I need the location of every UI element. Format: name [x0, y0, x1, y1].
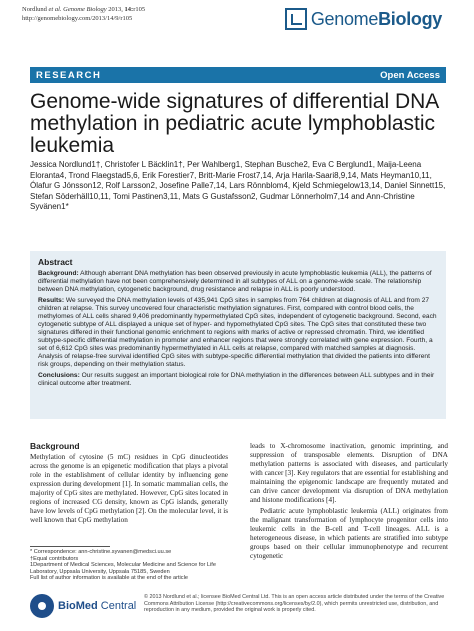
abstract-conclusions-label: Conclusions:: [38, 372, 80, 379]
publisher-logo: [30, 594, 136, 618]
footnote-divider: [30, 546, 110, 547]
citation-article: r105: [133, 6, 146, 13]
publisher-name-regular: Central: [97, 600, 137, 612]
abstract-background-text: Although aberrant DNA methylation has been observed previously in acute lymphoblastic leukemia (ALL), the patterns of differential methylation have not been comprehensively determined in all subtypes of ALL on a genome-wide scale. The relationship between DNA methylation, cytogenetic background, drug resistance and relapse in ALL is poorly understood.: [38, 270, 432, 293]
genome-biology-logo: [285, 8, 442, 30]
open-access-label: Open Access: [380, 69, 440, 81]
body-paragraph: Methylation of cytosine (5 mC) residues in CpG dinucleotides across the genome is an epigenetic modification that plays a pivotal role in the establishment of cellular identity by influencing gene expression during development [1]. In somatic mammalian cells, the majority of CpG sites are methylated. However, CpG sites located in regions of increased CG density, known as CpG islands, generally have low levels of CpG methylation [2]. On the molecular level, it is well known that CpG methylation: [30, 453, 228, 524]
abstract-results-text: We surveyed the DNA methylation levels of 435,941 CpG sites in samples from 764 children at diagnosis of ALL and from 27 children at relapse. This survey uncovered four characteristic methylation signatures. First, compared with control blood cells, the methylomes of ALL cells shared 9,406 predominantly hypermethylated CpG sites, independent of cytogenetic background. Second, each cytogenetic subtype of ALL displayed a unique set of hyper- and hypomethylated CpG sites. The CpG sites that constituted these two signatures differed in their functional genomic enrichment to regions with marks of active or repressed chromatin. Third, we identified subtype-specific differential methylation in promoter and enhancer regions that were strongly correlated with gene expression. Fourth, a set of 6,612 CpG sites was predominantly hypermethylated in ALL cells at relapse, compared with matched samples at diagnosis. Analysis of relapse-free survival identified CpG sites with subtype-specific differential methylation that divided the patients into different risk groups, depending on their methylation status.: [38, 297, 437, 368]
equal-contributors-note: †Equal contributors: [30, 555, 79, 562]
abstract-results-label: Results:: [38, 297, 65, 304]
abstract-conclusions-text: Our results suggest an important biological role for DNA methylation in the differences between ALL subtypes and in their clinical outcome after treatment.: [38, 372, 435, 387]
logo-part2: Biology: [378, 8, 442, 29]
citation-header: [22, 6, 272, 23]
background-heading: Background: [30, 441, 80, 451]
article-title: Genome-wide signatures of differential DNA methylation in pediatric acute lymphoblastic leukemia: [30, 90, 439, 157]
more-info-note: Full list of author information is available at the end of the article: [30, 575, 188, 582]
article-type-banner: [30, 67, 446, 83]
license-text: © 2013 Nordlund et al.; licensee BioMed Central Ltd. This is an open access article distributed under the terms of the Creative Commons Attribution License (http://creativecommons.org/licenses/by/2.0), which permits unrestricted use, distribution, and reproduction in any medium, provided the original work is properly cited.: [144, 594, 445, 614]
citation-journal: et al. Genome Biology: [48, 6, 107, 13]
author-list: Jessica Nordlund1†, Christofer L Bäcklin1†, Per Wahlberg1, Stephan Busche2, Eva C Berglund1, Maija-Leena Eloranta4, Trond Flaegstad5,6, Erik Forestier7, Britt-Marie Frost7,14, Arja Harila-Saari8,9,14, Mats Heyman10,11, Ólafur G Jónsson12, Rolf Larsson2, Josefine Palle7,14, Lars Rönnblom4, Kjeld Schmiegelow13,14, Daniel Sinnett15, Stefan Söderhäll10,11, Tomi Pastinen3,11, Mats G Gustafsson2, Gudmar Lönnerholm7,14 and Ann-Christine Syvänen1*: [30, 160, 446, 211]
body-paragraph: Pediatric acute lymphoblastic leukemia (ALL) originates from the malignant transformation of lymphocyte progenitor cells into leukemic cells in the B-cell and T-cell lineages. ALL is a heterogeneous disease, in which patients are stratified into subtype groups based on their cellular immunophenotype and recurrent cytogenetic: [250, 507, 448, 560]
abstract-background-label: Background:: [38, 270, 79, 277]
abstract-heading: Abstract: [38, 257, 73, 267]
correspondence-note: * Correspondence: ann-christine.syvanen@medsci.uu.se: [30, 549, 172, 555]
abstract-conclusions: [38, 372, 438, 388]
journal-logo-text: [311, 9, 442, 30]
logo-part1: Genome: [310, 8, 379, 29]
citation-url[interactable]: http://genomebiology.com/2013/14/9/r105: [22, 14, 133, 22]
abstract-background: [38, 270, 438, 294]
citation-year: 2013,: [106, 6, 125, 13]
article-type-label: RESEARCH: [36, 69, 102, 81]
abstract-results: [38, 297, 438, 369]
body-paragraph: leads to X-chromosome inactivation, genomic imprinting, and suppression of transposable elements. Disruption of DNA methylation patterns is associated with diseases, and particularly with cancer [3]. Key regulators that are essential for establishing and maintaining the epigenomic landscape are frequently mutated and can drive cancer development via disruption of DNA methylation and histone modifications [4].: [250, 442, 448, 504]
publisher-name: [58, 600, 136, 612]
journal-logo-icon: [285, 8, 307, 30]
affiliation-note: 1Department of Medical Sciences, Molecular Medicine and Science for Life Laboratory, Uppsala University, Uppsala 75185, Sweden: [30, 562, 216, 575]
publisher-name-bold: BioMed: [58, 600, 98, 612]
body-column-right: [250, 442, 448, 563]
body-column-left: [30, 442, 228, 527]
footnotes: [30, 549, 228, 582]
biomed-central-icon: [30, 594, 54, 618]
abstract-box: [30, 251, 446, 419]
citation-volume: 14:: [124, 6, 134, 13]
citation-authors: Nordlund: [22, 6, 49, 13]
